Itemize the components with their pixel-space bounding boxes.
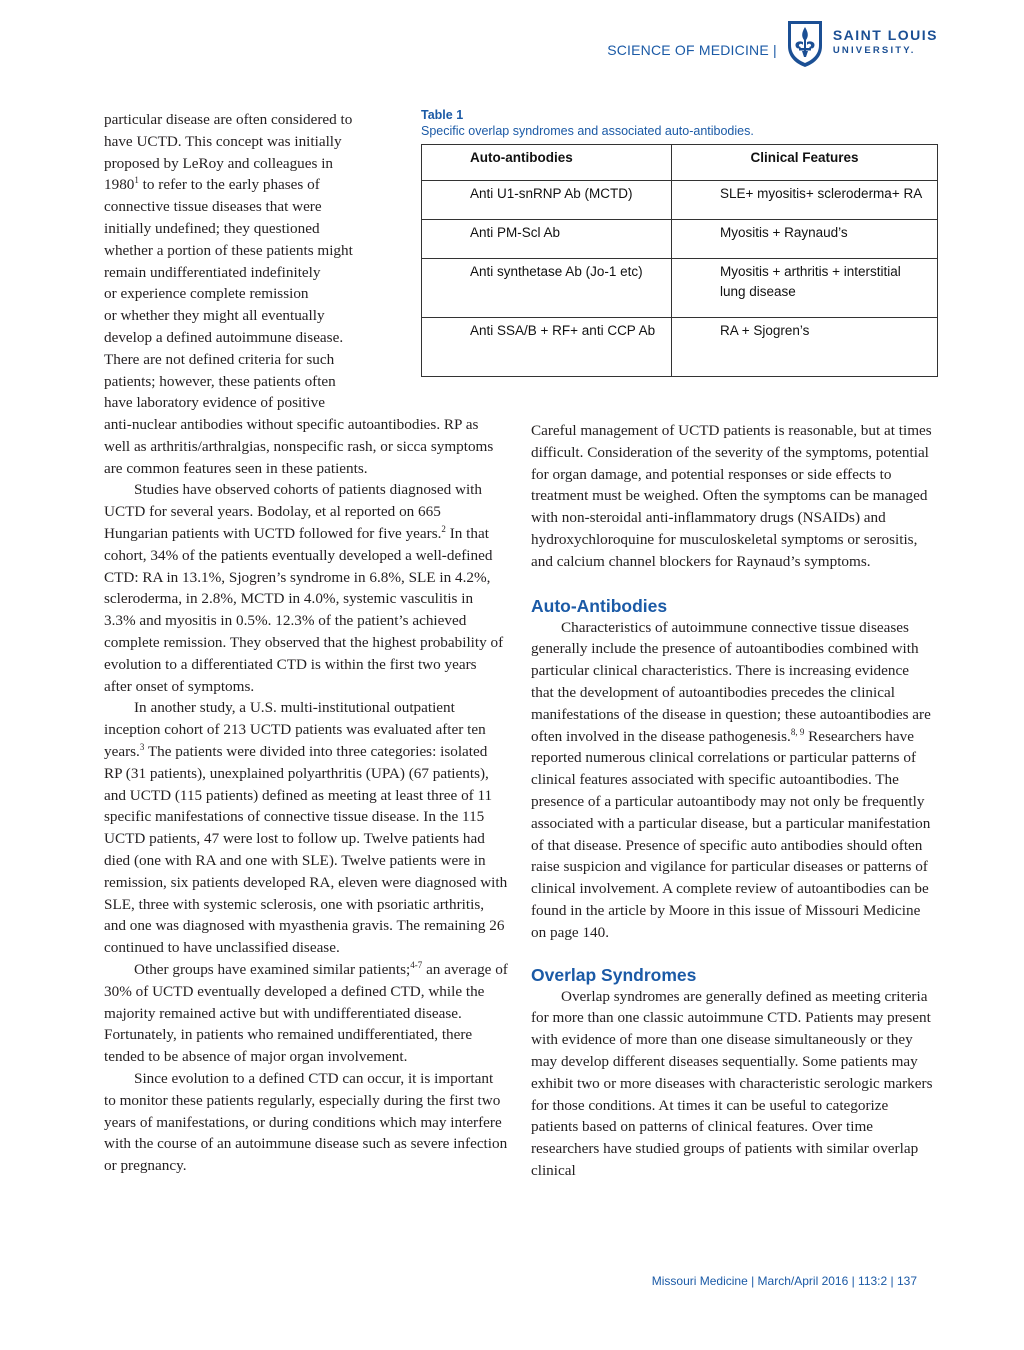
table-cell: Anti U1-snRNP Ab (MCTD) — [422, 181, 672, 220]
logo-line-2: UNIVERSITY. — [832, 45, 916, 56]
reference-mark: 1 — [134, 175, 139, 186]
text-line: proposed by LeRoy and colleagues in — [104, 154, 334, 172]
fleur-de-lis-shield-icon — [785, 18, 825, 68]
table-cell: RA + Sjogren’s — [672, 318, 938, 377]
paragraph — [531, 617, 935, 944]
table-row — [422, 318, 938, 377]
table-cell: Anti synthetase Ab (Jo-1 etc) — [422, 259, 672, 318]
reference-mark: 8, 9 — [790, 726, 805, 737]
text-fragment: Studies have observed cohorts of patients diagnosed with UCTD for several years. Bodolay, et al reported on 665 Hungarian patients with UCTD followed for five years. — [104, 481, 482, 542]
paragraph — [104, 479, 508, 697]
table-cell: Anti PM-Scl Ab — [422, 220, 672, 259]
section-heading-auto-antibodies: Auto-Antibodies — [531, 595, 668, 616]
left-column-top — [104, 109, 404, 414]
table-row — [422, 181, 938, 220]
text-fragment: In another study, a U.S. multi-institutional outpatient inception cohort of 213 UCTD patients was evaluated after ten years. — [104, 699, 486, 760]
paragraph: Careful management of UCTD patients is reasonable, but at times difficult. Consideration of the severity of the symptoms, potential for organ damage, and potential responses or side effects to treatment must be weighed. Often the symptoms can be managed with non-steroidal anti-inflammatory drugs (NSAIDs) and hydroxychloroquine for musculoskeletal symptoms or serositis, and calcium channel blockers for Raynaud’s symptoms. — [531, 422, 932, 570]
section-heading-overlap-syndromes: Overlap Syndromes — [531, 964, 697, 985]
table-cell: SLE+ myositis+ scleroderma+ RA — [672, 181, 938, 220]
left-column-body — [104, 414, 508, 1177]
table-cell: Myositis + arthritis + interstitial lung disease — [672, 259, 938, 318]
university-logo — [785, 18, 938, 68]
text-line: There are not defined criteria for such — [104, 350, 335, 368]
paragraph: Overlap syndromes are generally defined as meeting criteria for more than one classic autoimmune CTD. Patients may present with evidence of more than one disease simultaneously or they may develop different diseases sequentially. Some patients may exhibit two or more diseases with characteristic serologic markers for those conditions. At times it can be useful to categorize patients based on patterns of clinical features. Over time researchers have studied groups of patients with similar overlap clinical — [531, 987, 933, 1179]
reference-mark: 3 — [139, 741, 145, 752]
text-line: have UCTD. This concept was initially — [104, 132, 342, 150]
text-line: connective tissue diseases that were — [104, 198, 322, 216]
year: 1980 — [104, 176, 135, 194]
table-cell: Myositis + Raynaud’s — [672, 220, 938, 259]
paragraph: anti-nuclear antibodies without specific autoantibodies. RP as well as arthritis/arthralgias, nonspecific rash, or sicca symptoms are common features seen in these patients. — [104, 416, 494, 477]
logo-line-1: SAINT LOUIS — [832, 27, 938, 43]
table-1 — [421, 107, 938, 377]
paragraph: Since evolution to a defined CTD can occur, it is important to monitor these patients regularly, especially during the first two years of manifestations, or during conditions which may interfere with the course of an autoimmune disease such as severe infection or pregnancy. — [104, 1069, 508, 1175]
text-fragment: Researchers have reported numerous clinical correlations or particular patterns of clinical features associated with specific autoantibodies. The presence of a particular autoantibody may not only be frequently associated with a particular disease, but a particular manifestation of that disease. Presence of specific auto antibodies should often raise suspicion and vigilance for particular diseases or patterns of clinical involvement. A complete review of autoantibodies can be found in the article by Moore in this issue of Missouri Medicine on page 140. — [531, 727, 931, 941]
page-header — [607, 18, 938, 68]
paragraph — [104, 697, 508, 959]
table-caption: Specific overlap syndromes and associated auto-antibodies. — [421, 124, 754, 138]
text-line — [104, 174, 404, 196]
overlap-syndromes-table — [421, 144, 938, 377]
section-label: SCIENCE OF MEDICINE | — [607, 42, 777, 58]
table-row — [422, 259, 938, 318]
paragraph — [104, 959, 508, 1068]
reference-mark: 4-7 — [410, 959, 423, 970]
text-line: particular disease are often considered to — [104, 111, 353, 128]
text-line: or experience complete remission — [104, 285, 309, 303]
page-footer: Missouri Medicine | March/April 2016 | 113:2 | 137 — [651, 1274, 917, 1288]
text-fragment: to refer to the early phases of — [142, 176, 320, 194]
text-line: remain undifferentiated indefinitely — [104, 263, 321, 281]
text-line: develop a defined autoimmune disease. — [104, 328, 344, 346]
column-header: Clinical Features — [672, 145, 938, 181]
text-fragment: The patients were divided into three categories: isolated RP (31 patients), unexplained polyarthritis (UPA) (67 patients), and UCTD (115 patients) defined as meeting at least three of 11 specific manifestations of connective tissue disease. In the 115 UCTD patients, 47 were lost to follow up. Twelve patients had died (one with RA and one with SLE). Twelve patients were in remission, six patients developed RA, eleven were diagnosed with SLE, three with systemic sclerosis, one with psoriatic arthritis, and one was diagnosed with myasthenia gravis. The remaining 26 continued to have unclassified disease. — [104, 742, 508, 957]
text-line: or whether they might all eventually — [104, 307, 325, 325]
table-title: Table 1 — [421, 108, 464, 122]
right-column — [531, 420, 935, 1182]
text-line: initially undefined; they questioned — [104, 219, 320, 237]
text-fragment: an average of 30% of UCTD eventually developed a defined CTD, while the majority remained active but with undifferentiated disease. Fortunately, in patients who remained undifferentiated, there tended to be absence of major organ involvement. — [104, 960, 508, 1066]
text-line: have laboratory evidence of positive — [104, 394, 325, 412]
table-cell: Anti SSA/B + RF+ anti CCP Ab — [422, 318, 672, 377]
table-row — [422, 220, 938, 259]
text-line: patients; however, these patients often — [104, 372, 336, 390]
text-fragment: Other groups have examined similar patients; — [134, 960, 411, 978]
reference-mark: 2 — [441, 523, 446, 534]
logo-wordmark — [833, 28, 938, 58]
text-line: whether a portion of these patients might — [104, 241, 353, 259]
text-fragment: Characteristics of autoimmune connective tissue diseases generally include the presence of autoantibodies combined with particular clinical characteristics. There is increasing evidence that the development of autoantibodies precedes the clinical manifestations of the disease in question; these autoantibodies are often involved in the disease pathogenesis. — [531, 618, 931, 745]
table-header-row — [422, 145, 938, 181]
column-header: Auto-antibodies — [422, 145, 672, 181]
text-fragment: In that cohort, 34% of the patients eventually developed a well-defined CTD: RA in 13.1%, Sjogren’s syndrome in 6.8%, SLE in 4.2%, scleroderma, in 2.8%, MCTD in 4.0%, systemic vasculitis in 3.3% and myositis in 0.5%. 12.3% of the patient’s achieved complete remission. They observed that the highest probability of evolution to a differentiated CTD is within the first two years after onset of symptoms. — [104, 524, 504, 695]
